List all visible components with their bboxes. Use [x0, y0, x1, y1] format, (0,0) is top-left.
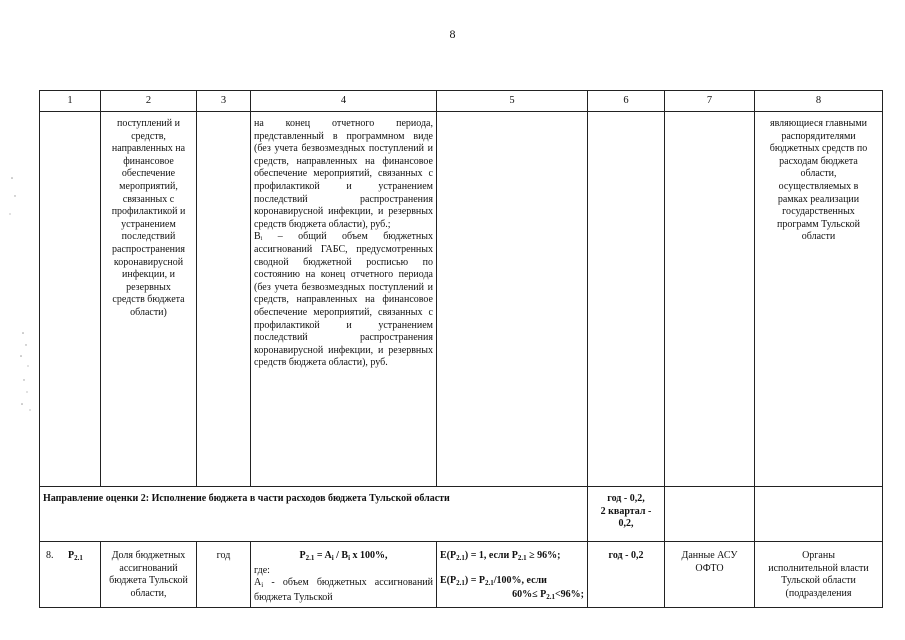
formula-ai-definition: $A_i$ - объем бюджетных ассигнований бюджета Тульской: [254, 577, 433, 603]
page-number: 8: [449, 27, 456, 41]
evaluation-rule: $E(P_{2.1}) = 1$, если $P_{2.1} \ge 96\%$; $E(P_{2.1}) = P_{2.1}/100\%$, если $60\%\le P_{2.1}<96\%$;: [437, 542, 588, 608]
row-number: 8.: [46, 550, 54, 561]
header-cell: 4: [251, 91, 437, 112]
header-cell: 7: [665, 91, 755, 112]
header-cell: 6: [588, 91, 665, 112]
scan-marks: [0, 0, 40, 640]
header-cell: 2: [101, 91, 197, 112]
responsible-body: Органы исполнительной власти Тульской области (подразделения: [755, 542, 883, 608]
header-cell: 5: [437, 91, 588, 112]
indicator-name: Доля бюджетных ассигнований бюджета Тульской области,: [101, 542, 197, 608]
evaluation-table: [39, 90, 883, 608]
formula-description-continued: на конец отчетного периода, представленный в программном виде (без учета безвозмездных поступлений и средств, направленных на финансовое обеспечение мероприятий, связанных с профилактикой и устранением последствий распространения коронавирусной инфекции, и резервных средств бюджета области), руб.; Bᵢ – общий объем бюджетных ассигнований ГАБС, предусмотренных сводной бюджетной росписью по состоянию на конец отчетного периода (без учета безвозмездных поступлений и средств, направленных на финансовое обеспечение мероприятий, связанных с профилактикой и устранением последствий распространения коронавирусной инфекции, и резервных средств бюджета области), руб.: [251, 112, 437, 487]
table-row: [40, 542, 883, 608]
indicator-code: $P_{2.1}$: [68, 550, 83, 562]
row-number-cell: [40, 542, 101, 608]
formula-main: $P_{2.1} = A_i / B_i$ x 100%,: [299, 550, 388, 562]
indicator-formula: [251, 542, 437, 608]
responsible-continued: являющиеся главными распорядителями бюджетных средств по расходам бюджета области, осуществляемых в рамках реализации государственных программ Тульской области: [755, 112, 883, 487]
indicator-name-continued: поступлений и средств, направленных на финансовое обеспечение мероприятий, связанных с профилактикой и устранением последствий распространения коронавирусной инфекции, и резервных средств бюджета области): [101, 112, 197, 487]
direction-title: Направление оценки 2: Исполнение бюджета в части расходов бюджета Тульской области: [40, 487, 588, 542]
formula-where: где:: [254, 564, 270, 576]
header-row: [40, 91, 883, 112]
direction-period: год - 0,2, 2 квартал - 0,2,: [588, 487, 665, 542]
header-cell: 1: [40, 91, 101, 112]
data-source: Данные АСУ ОФТО: [665, 542, 755, 608]
indicator-period: год: [197, 542, 251, 608]
direction-row: [40, 487, 883, 542]
continuation-row: [40, 112, 883, 487]
header-cell: 8: [755, 91, 883, 112]
header-cell: 3: [197, 91, 251, 112]
symbol-bi: Bᵢ: [254, 231, 263, 243]
indicator-weight: год - 0,2: [588, 542, 665, 608]
